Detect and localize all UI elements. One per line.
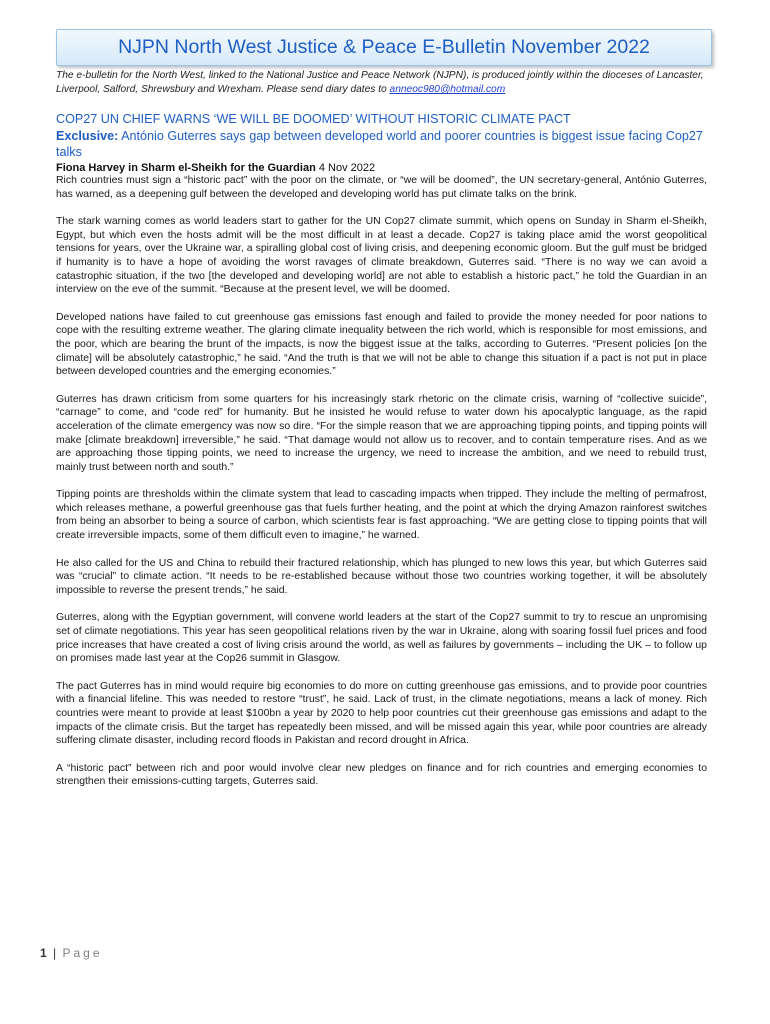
exclusive-label: Exclusive: [56, 129, 119, 143]
article-byline [56, 161, 716, 175]
paragraph: The stark warning comes as world leaders start to gather for the UN Cop27 climate summit, which opens on Sunday in Sharm el-Sheikh, Egypt, but which even the hosts admit will be the most difficult in at least a decade. Cop27 is taking place amid the worst geopolitical tensions for years, over the Ukraine war, a spiralling global cost of living crisis, and deepening economic gloom. But the gulf must be bridged if humanity is to have a hope of avoiding the worst ravages of climate breakdown, Guterres said. “There is no way we can avoid a catastrophic situation, if the two [the developed and developing world] are not able to establish a historic pact,” he told the Guardian in an interview on the eve of the summit. “Because at the present level, we will be doomed. [56, 216, 707, 296]
intro-text: The e-bulletin for the North West, linked to the National Justice and Peace Network (NJPN), is produced jointly within the dioceses of Lancaster, Liverpool, Salford, Shrewsbury and Wrexham. Please send diary dates to [56, 70, 704, 95]
byline-date: 4 Nov 2022 [315, 162, 376, 174]
email-link[interactable]: anneoc980@hotmail.com [389, 84, 506, 95]
paragraph: Tipping points are thresholds within the climate system that lead to cascading impacts when tripped. They include the melting of permafrost, which releases methane, a powerful greenhouse gas that fuels further heating, and the point at which the drying Amazon rainforest switches from being an absorber to being a source of carbon, which scientists fear is fast approaching. “We are getting close to tipping points that will create irreversible impacts, some of them difficult even to imagine,” he warned. [56, 489, 707, 542]
article-body [56, 174, 707, 803]
paragraph: Guterres, along with the Egyptian government, will convene world leaders at the start of the Cop27 summit to try to rescue an unpromising set of climate negotiations. This year has seen geopolitical relations riven by the war in Ukraine, along with soaring fossil fuel prices and food price increases that have created a cost of living crisis around the world, as well as failures by governments – including the UK – to follow up on promises made last year at the Cop26 summit in Glasgow. [56, 612, 707, 665]
page-footer [40, 946, 103, 960]
article-headline: COP27 UN CHIEF WARNS ‘WE WILL BE DOOMED’ WITHOUT HISTORIC CLIMATE PACT [56, 112, 571, 126]
intro-note [56, 69, 716, 97]
bulletin-banner [56, 29, 712, 66]
footer-separator: | [53, 946, 57, 960]
subheadline-text: António Guterres says gap between developed world and poorer countries is biggest issue facing Cop27 talks [56, 129, 703, 159]
paragraph: Guterres has drawn criticism from some quarters for his increasingly stark rhetoric on the climate crisis, warning of “collective suicide”, “carnage” to come, and “code red” for humanity. But he insisted he would refuse to water down his apocalyptic language, as the rapid acceleration of the climate emergency was now so dire. “For the simple reason that we are approaching tipping points, and tipping points will make [climate breakdown] irreversible,” he said. “That damage would not allow us to recover, and to contain temperature rises. And as we are approaching those tipping points, we need to increase the urgency, we need to increase the ambition, and we need to rebuild trust, mainly trust between north and south.” [56, 393, 707, 473]
article-subheadline [56, 128, 716, 160]
paragraph: The pact Guterres has in mind would require big economies to do more on cutting greenhouse gas emissions, and to provide poor countries with a financial lifeline. This was needed to restore “trust”, he said. Lack of trust, in the climate negotiations, means a lack of money. Rich countries were meant to provide at least $100bn a year by 2020 to help poor countries cut their greenhouse gas emissions and adapt to the impacts of the climate crisis. But the target has repeatedly been missed, and will be missed again this year, while poor countries are already suffering climate disaster, including record floods in Pakistan and record drought in Africa. [56, 680, 707, 747]
paragraph: He also called for the US and China to rebuild their fractured relationship, which has plunged to new lows this year, but which Guterres said was “crucial” to climate action. “It needs to be re-established because without those two countries working together, it will be absolutely impossible to reverse the present trends,” he said. [56, 557, 707, 596]
page-label: Page [62, 946, 103, 960]
byline-author: Fiona Harvey in Sharm el-Sheikh for the Guardian [56, 162, 316, 174]
paragraph: Developed nations have failed to cut greenhouse gas emissions fast enough and failed to provide the money needed for poor nations to cope with the resulting extreme weather. The glaring climate inequality between the rich world, which is responsible for most emissions, and the poor, which are bearing the brunt of the impacts, is now the biggest issue at the talks, according to Guterres. “Present policies [on the climate] will be absolutely catastrophic,” he said. “And the truth is that we will not be able to change this situation if a pact is not put in place between developed countries and the emerging economies.” [56, 311, 707, 378]
paragraph: Rich countries must sign a “historic pact” with the poor on the climate, or “we will be doomed”, the UN secretary-general, António Guterres, has warned, as a deepening gulf between the developed and developing world has put climate talks on the brink. [56, 175, 707, 200]
page-number: 1 [40, 946, 47, 960]
bulletin-title: NJPN North West Justice & Peace E-Bulletin November 2022 [118, 36, 650, 58]
paragraph: A “historic pact” between rich and poor would involve clear new pledges on finance and for rich countries and emerging economies to strengthen their emissions-cutting targets, Guterres said. [56, 762, 707, 788]
